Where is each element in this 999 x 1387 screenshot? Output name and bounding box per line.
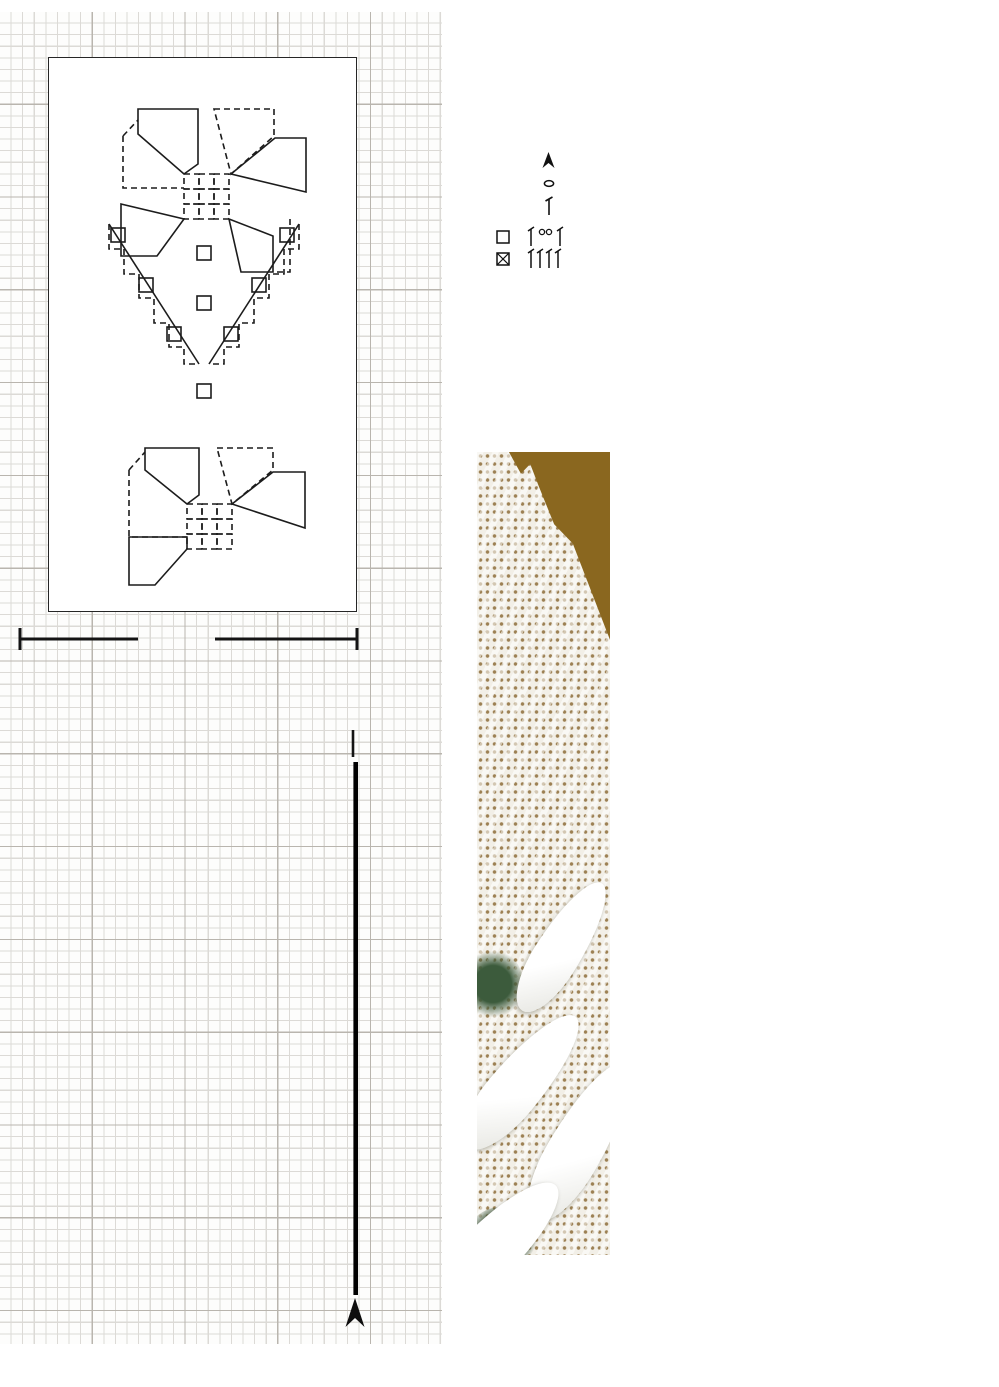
title-banner bbox=[530, 45, 999, 101]
v-left-diagonal bbox=[109, 224, 199, 364]
petal-bottom-right-dashed bbox=[273, 219, 290, 272]
petal-top-left-dashed bbox=[123, 120, 184, 188]
v-hatch-squares bbox=[111, 228, 294, 398]
petal-top-right-dashed bbox=[217, 448, 273, 504]
crossed-square-icon bbox=[496, 252, 510, 266]
start-arrow-icon bbox=[346, 1298, 365, 1327]
empty-square-symbols bbox=[527, 225, 565, 247]
chain-oval-icon bbox=[543, 179, 555, 188]
crossed-square-symbols bbox=[527, 247, 565, 269]
schema3-diagram bbox=[59, 440, 346, 600]
start-arrow-icon bbox=[542, 152, 555, 169]
treble-bar-icon bbox=[544, 196, 554, 216]
petal-top-right bbox=[231, 138, 306, 192]
page-number-badge bbox=[925, 1279, 999, 1387]
filet-chart bbox=[0, 610, 442, 1355]
v-right-diagonal bbox=[209, 224, 299, 364]
title-rule bbox=[441, 101, 999, 104]
center-grid bbox=[184, 174, 229, 219]
petal-bottom-left bbox=[129, 537, 187, 585]
schema2-diagram bbox=[59, 96, 346, 408]
petal-top-left bbox=[145, 448, 199, 504]
schema-box bbox=[48, 57, 357, 612]
center-grid bbox=[187, 504, 232, 549]
petal-bottom-left bbox=[121, 204, 184, 256]
lace-photo bbox=[477, 452, 610, 1255]
petal-top-right bbox=[232, 472, 305, 528]
petal-top-left bbox=[138, 109, 198, 174]
petal-top-left-dashed bbox=[129, 452, 187, 537]
empty-square-icon bbox=[496, 230, 510, 244]
repeat-measure-line bbox=[20, 628, 357, 650]
center-red-line bbox=[353, 762, 358, 1295]
petal-bottom-right bbox=[229, 219, 273, 272]
